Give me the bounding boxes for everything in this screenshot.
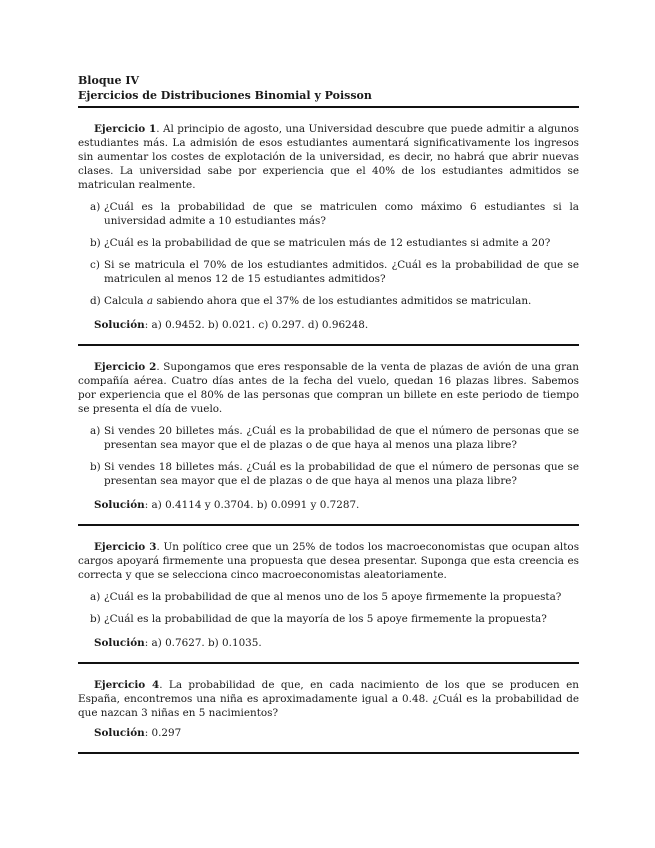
solution: Solución: a) 0.7627. b) 0.1035. <box>94 637 262 649</box>
item-text: Si se matricula el 70% de los estudiantes admitidos. ¿Cuál es la probabilidad de que se matriculen al menos 12 de 15 estudiantes admitidos? <box>104 259 579 285</box>
item-label: d) <box>90 295 101 307</box>
document-page <box>78 74 579 754</box>
item-text: Si vendes 20 billetes más. ¿Cuál es la probabilidad de que el número de personas que se presentan sea mayor que el de plazas o de que haya al menos una plaza libre? <box>104 425 579 451</box>
solution-label: Solución <box>94 319 145 331</box>
solution: Solución: a) 0.9452. b) 0.021. c) 0.297. d) 0.96248. <box>94 319 369 331</box>
exercise-label: Ejercicio 4 <box>94 679 160 691</box>
item-label: a) <box>90 425 101 437</box>
solution-text: a) 0.4114 y 0.3704. b) 0.0991 y 0.7287. <box>151 499 360 511</box>
solution: Solución: a) 0.4114 y 0.3704. b) 0.0991 y 0.7287. <box>94 499 360 511</box>
block-heading: Bloque IV <box>78 74 140 87</box>
divider <box>78 752 579 754</box>
solution-label: Solución <box>94 637 145 649</box>
variable: a <box>146 295 154 307</box>
item-label: a) <box>90 201 101 213</box>
exercise-text: Un político cree que un 25% de todos los macroeconomistas que ocupan altos cargos apoyará firmemente una propuesta que desea presentar. Suponga que esta creencia es correcta y que se selecciona cinco macroeconomistas aleatoriamente. <box>78 541 580 581</box>
exercise-text: La probabilidad de que, en cada nacimiento de los que se producen en España, encontremos una niña es aproximadamente igual a 0.48. ¿Cuál es la probabilidad de que nazcan 3 niñas en 5 nacimientos? <box>78 679 579 719</box>
item-label: b) <box>90 613 101 625</box>
exercise-3 <box>78 526 579 662</box>
question-list <box>78 200 579 308</box>
exercise-statement: Ejercicio 3. Un político cree que un 25% de todos los macroeconomistas que ocupan altos cargos apoyará firmemente una propuesta que desea presentar. Suponga que esta creencia es correcta y que se selecciona cinco macroeconomistas aleatoriamente. <box>78 541 580 581</box>
exercise-statement: Ejercicio 2. Supongamos que eres responsable de la venta de plazas de avión de una gran compañía aérea. Cuatro días antes de la fecha del vuelo, quedan 16 plazas libres. Sabemos por experiencia que el 80% de las personas que compran un billete en este periodo de tiempo se presenta el día de vuelo. <box>78 361 579 415</box>
item-label: b) <box>90 237 101 249</box>
item-text: ¿Cuál es la probabilidad de que la mayoría de los 5 apoye firmemente la propuesta? <box>104 613 547 625</box>
solution-text: 0.297 <box>151 727 182 739</box>
exercise-4 <box>78 664 579 752</box>
list-item <box>78 294 579 308</box>
list-item <box>78 460 579 488</box>
question-list <box>78 424 579 488</box>
item-text: ¿Cuál es la probabilidad de que se matriculen como máximo 6 estudiantes si la universidad admite a 10 estudiantes más? <box>104 201 579 227</box>
list-item <box>78 258 579 286</box>
page-title: Ejercicios de Distribuciones Binomial y Poisson <box>78 88 372 102</box>
list-item <box>78 424 579 452</box>
list-item <box>78 612 579 626</box>
solution-text: a) 0.7627. b) 0.1035. <box>151 637 262 649</box>
item-text-before: Calcula <box>104 295 147 307</box>
exercise-text: Supongamos que eres responsable de la venta de plazas de avión de una gran compañía aérea. Cuatro días antes de la fecha del vuelo, quedan 16 plazas libres. Sabemos por experiencia que el 80% de las personas que compran un billete en este periodo de tiempo se presenta el día de vuelo. <box>78 361 579 415</box>
item-text: ¿Cuál es la probabilidad de que se matriculen más de 12 estudiantes si admite a 20? <box>104 237 551 249</box>
item-text: Si vendes 18 billetes más. ¿Cuál es la probabilidad de que el número de personas que se presentan sea mayor que el de plazas o de que haya al menos una plaza libre? <box>104 461 579 487</box>
item-label: c) <box>90 259 100 271</box>
exercise-label: Ejercicio 2 <box>94 361 157 373</box>
exercise-statement: Ejercicio 1. Al principio de agosto, una Universidad descubre que puede admitir a algunos estudiantes más. La admisión de esos estudiantes aumentará significativamente los ingresos sin aumentar los costes de explotación de la universidad, es decir, no habrá que abrir nuevas clases. La universidad sabe por experiencia que el 40% de los estudiantes admitidos se matriculan realmente. <box>78 123 579 191</box>
item-text-after: sabiendo ahora que el 37% de los estudiantes admitidos se matriculan. <box>153 295 532 307</box>
list-item <box>78 200 579 228</box>
question-list <box>78 590 579 626</box>
item-text: ¿Cuál es la probabilidad de que al menos uno de los 5 apoye firmemente la propuesta? <box>104 591 562 603</box>
exercise-1 <box>78 108 579 344</box>
exercise-label: Ejercicio 3 <box>94 541 157 553</box>
solution: Solución: 0.297 <box>94 727 182 739</box>
exercise-2 <box>78 346 579 524</box>
list-item <box>78 590 579 604</box>
exercise-label: Ejercicio 1 <box>94 123 157 135</box>
item-label: b) <box>90 461 101 473</box>
solution-text: a) 0.9452. b) 0.021. c) 0.297. d) 0.96248. <box>151 319 369 331</box>
item-label: a) <box>90 591 101 603</box>
solution-label: Solución <box>94 727 145 739</box>
exercise-statement: Ejercicio 4. La probabilidad de que, en cada nacimiento de los que se producen en España, encontremos una niña es aproximadamente igual a 0.48. ¿Cuál es la probabilidad de que nazcan 3 niñas en 5 nacimientos? <box>78 679 579 719</box>
list-item <box>78 236 579 250</box>
solution-label: Solución <box>94 499 145 511</box>
exercise-text: Al principio de agosto, una Universidad descubre que puede admitir a algunos estudiantes más. La admisión de esos estudiantes aumentará significativamente los ingresos sin aumentar los costes de explotación de la universidad, es decir, no habrá que abrir nuevas clases. La universidad sabe por experiencia que el 40% de los estudiantes admitidos se matriculan realmente. <box>78 123 579 191</box>
